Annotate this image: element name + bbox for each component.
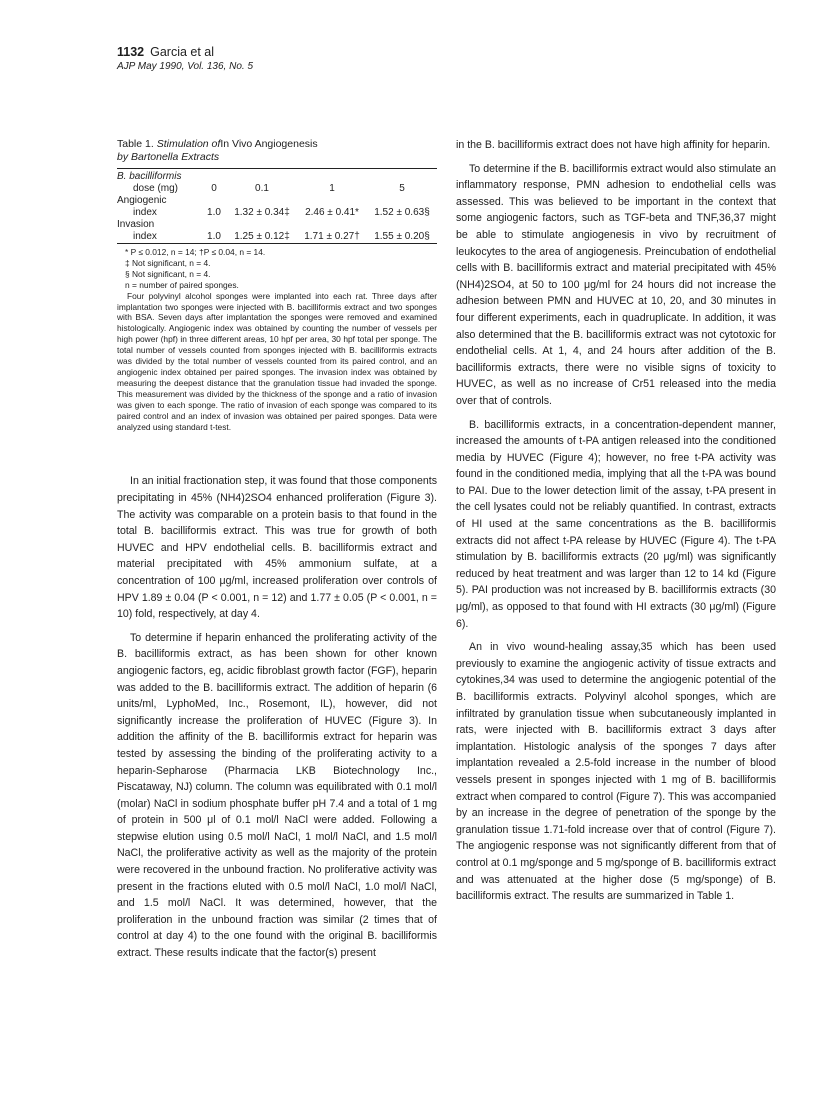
body-paragraph: in the B. bacilliformis extract does not have high affinity for heparin.: [456, 139, 771, 151]
left-column: [117, 138, 437, 962]
table-cell: 1.32 ± 0.34‡: [234, 207, 290, 218]
table-cell: 1.52 ± 0.63§: [374, 207, 430, 218]
row-label-line1: Angiogenic: [117, 195, 167, 206]
table-row: [117, 219, 437, 243]
table-label: Table 1.: [117, 138, 154, 150]
row-label-line2: index: [133, 231, 157, 242]
table-footnote: § Not significant, n = 4.: [125, 268, 211, 279]
table-footnotes: [117, 247, 437, 432]
table-1: [117, 169, 437, 243]
table-footnote: ‡ Not significant, n = 4.: [125, 257, 211, 268]
body-paragraph: In an initial fractionation step, it was found that those components precipitating in 45% (NH4)2SO4 enhanced proliferation (Figure 3). The activity was comparable on a protein basis to that found in the total B. bacilliformis extract. This was true for growth of both HUVEC and HPV endothelial cells. B. bacilliformis extract and material precipitated with 45% ammonium sulfate, at a concentration of 100 μg/ml, increased proliferation over controls of HPV 1.89 ± 0.04 (P < 0.001, n = 12) and 1.77 ± 0.05 (P < 0.001, n = 10) fold, respectively, at day 4.: [117, 475, 437, 621]
table-cell: 1.71 ± 0.27†: [304, 231, 360, 242]
header-line: [117, 45, 253, 60]
right-column: [456, 137, 776, 905]
table-cell: 0.1: [255, 183, 269, 194]
row-label-line2: index: [133, 207, 157, 218]
table-row: [117, 195, 437, 219]
table-footnote: * P ≤ 0.012, n = 14; †P ≤ 0.04, n = 14.: [125, 247, 266, 257]
table-cell: 2.46 ± 0.41*: [305, 207, 359, 218]
row-label: [117, 169, 201, 195]
table-title-part-b: In Vivo Angiogenesis: [220, 138, 318, 150]
row-label-line2: dose (mg): [133, 183, 179, 194]
row-label-line1: B. bacilliformis: [117, 171, 182, 182]
table-note: Four polyvinyl alcohol sponges were implanted into each rat. Three days after implantation two sponges were injected with B. bacilliformis extract and two sponges with BSA. Seven days after implantation the sponges were removed and examined histologically. Angiogenic index was obtained by counting the number of vessels per high power (hpf) in three different areas, 10 hpf per area, 30 hpf total per sponge. The total number of vessels counted from sponges injected with B. bacilliformis extracts was divided by the total number of vessels counted from its paired control, and an angiogenic index obtained per paired sponges. The invasion index was obtained by measuring the deepest distance that the granulation tissue had invaded the sponge. This measurement was divided by the thickness of the sponge and a ratio of invasion was given to each sponge. The ratio of invasion of each sponge was compared to its paired control and an index of invasion was obtained per paired sponges. Data were analyzed using standard t-test.: [117, 290, 437, 432]
body-paragraph: An in vivo wound-healing assay,35 which has been used previously to examine the angiogenic activity of tissue extracts and cytokines,34 was used to determine the angiogenic potential of the B. bacilliformis extracts. Polyvinyl alcohol sponges, which are infiltrated by granulation tissue when subcutaneously implanted in rats, were injected with B. bacilliformis extract 3 days after implantation. Histologic analysis of the sponges 7 days after implantation revealed a 2.5-fold increase in the number of blood vessels present in sponges injected with 1 mg of B. bacilliformis extract when compared to control (Figure 7). This was accompanied by an increase in the degree of penetration of the sponge by the granulation tissue 1.71-fold increase over that of control (Figure 7). The angiogenic response was not significantly different from that of control at 0.1 mg/sponge and 5 mg/sponge of B. bacilliformis extract and was attenuated at the higher dose (5 mg/sponge) of B. bacilliformis extract. The results are summarized in Table 1.: [456, 641, 776, 903]
table-cell: 1.55 ± 0.20§: [374, 231, 430, 242]
header-authors: Garcia et al: [150, 45, 215, 59]
page-number: 1132: [117, 45, 145, 59]
table-title-part-c: by Bartonella Extracts: [117, 151, 220, 163]
table-cell: 5: [399, 183, 405, 194]
table-cell: 1: [329, 183, 335, 194]
body-paragraph: To determine if heparin enhanced the proliferating activity of the B. bacilliformis extract, as has been shown for other known angiogenic factors, eg, acidic fibroblast growth factor (FGF), heparin was added to the B. bacilliformis extract. The addition of heparin (6 units/ml, LyphoMed, Inc., Rosemont, IL), however, did not significantly increase the proliferation of HUVEC (Figure 3). In addition the affinity of the B. bacilliformis extract for heparin was tested by assessing the binding of the proliferating activity to a heparin-Sepharose (Pharmacia LKB Biotechnology Inc., Piscataway, NJ) column. The column was equilibrated with 0.1 mol/l (molar) NaCl in sodium phosphate buffer pH 7.4 and a total of 1 mg of protein in 500 μl of 0.1 mol/l NaCl were added. Following a stepwise elution using 0.5 mol/l NaCl, 1 mol/l NaCl, and 1.5 mol/l NaCl, the proliferative activity as well as the majority of the protein were recovered in the unbound fraction. No proliferative activity was present in the fractions eluted with 0.5 mol/l NaCl, 1.0 mol/l NaCl, and 1.5 mol/l NaCl. It was determined, however, that the proliferation in the unbound fraction was similar (2 times that of control at day 4) to the one found with the original B. bacilliformis extract. These results indicate that the factor(s) present: [117, 631, 437, 960]
table-cell: 0: [211, 183, 217, 194]
row-label: [117, 195, 201, 219]
table-title: [117, 138, 437, 164]
header-journal: AJP May 1990, Vol. 136, No. 5: [117, 61, 254, 72]
table-row: [117, 169, 437, 195]
body-paragraph: To determine if the B. bacilliformis extract would also stimulate an inflammatory response, PMN adhesion to endothelial cells was assessed. This was believed to be important in the context that some angiogenic factors, such as TGF-beta and TNF,36,37 might be able to stimulate angiogenesis in vivo by recruitment of leukocytes to the area of angiogenesis. Preincubation of endothelial cells with B. bacilliformis extract and material precipitated with 45% (NH4)2SO4, at 50 to 100 μg/ml for 24 hours did not increase the adhesion between PMN and HUVEC at 10, 20, and 30 minutes in four different experiments, each in quadruplicate. In addition, it was also determined that the B. bacilliformis extract was not cytotoxic for endothelial cells. At 1, 4, and 24 hours after addition of the B. bacilliformis extracts, there were no visible signs of toxicity to HUVEC, as well as no increase of Cr51 released into the media over that of controls.: [456, 162, 776, 407]
row-label-line1: Invasion: [117, 219, 155, 230]
table-footnote: n = number of paired sponges.: [125, 279, 239, 290]
table-cell: 1.25 ± 0.12‡: [234, 231, 290, 242]
body-paragraph: B. bacilliformis extracts, in a concentration-dependent manner, increased the amounts of t-PA antigen released into the conditioned media by HUVEC (Figure 4); however, no free t-PA activity was found in the conditioned media, implying that all the t-PA was bound to PAI. Due to the lower detection limit of the assay, t-PA present in the cell lysates could not be reliably quantified. In contrast, extracts of HI used at the same concentrations as the B. bacilliformis extracts did not affect t-PA release by HUVEC (Figure 4). The t-PA stimulation by B. bacilliformis extracts (20 μg/ml) was significantly reduced by heat treatment and was larger than 12 to 14 kd (Figure 5). PAI production was not increased by B. bacilliformis extracts (30 μg/ml), as opposed to that found with HI extracts (30 μg/ml) (Figure 6).: [456, 418, 776, 630]
row-label: [117, 219, 201, 243]
running-header: [117, 45, 253, 74]
table-cell: 1.0: [207, 207, 221, 218]
table-cell: 1.0: [207, 231, 221, 242]
table-bottom-rule: [117, 243, 437, 244]
table-title-part-a: Stimulation of: [156, 138, 221, 150]
